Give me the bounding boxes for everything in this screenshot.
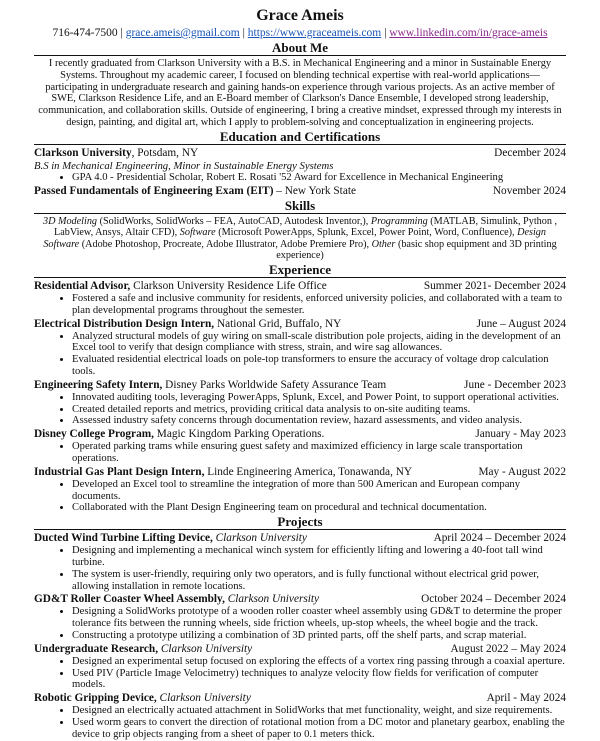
job-role: Disney College Program, [34,428,154,441]
list-item: • Evaluated residential electrical loads on pole-top transformers to ensure the accuracy of voltage drop calculation tools. [72,354,566,378]
project-organization: Clarkson University [160,642,253,655]
list-item: • Designing a SolidWorks prototype of a wooden roller coaster wheel assembly using GD&T to determine the proper tolerance fits between the running wheels, side friction wheels, up-stop wheels, the wheel bogie and the track. [72,606,566,630]
website-link[interactable]: https://www.graceameis.com [247,27,382,39]
separator: | [384,27,387,39]
experience-title [34,428,324,441]
list-item: • Designed an experimental setup focused on exploring the effects of a vortex ring passing through a coaxial aperture. [72,656,566,668]
list-item: • Analyzed structural models of guy wiring on small-scale distribution pole projects, aiding in the development of an Excel tool to verify that design compliance with stress, strain, and wire sag allowances. [72,331,566,355]
section-heading-skills: Skills [34,199,566,214]
experience-row [34,318,566,331]
project-date: October 2024 – December 2024 [421,593,566,606]
experience-list [34,280,566,514]
project-title [34,643,252,656]
education-row [34,147,566,160]
project-organization: Clarkson University [227,593,320,606]
project-row [34,593,566,606]
list-item: • Constructing a prototype utilizing a combination of 3D printed parts, off the shelf parts, and scrap material. [72,630,566,642]
skill-list: (basic shop equipment and 3D printing experience) [276,238,557,262]
project-organization: Clarkson University [159,692,251,705]
project-row [34,532,566,545]
school-name: Clarkson University [34,146,132,159]
job-bullets [34,331,566,378]
project-row [34,643,566,656]
project-bullets [34,705,566,740]
list-item: • Used worm gears to convert the direction of rotational motion from a DC motor and planetary gearbox, enabling the device to grip objects ranging from a sheet of paper to 0.1 meters thick. [72,717,566,741]
job-bullets [34,293,566,317]
job-role: Industrial Gas Plant Design Intern, [34,465,205,478]
education-bullets [34,172,566,184]
list-item: • Collaborated with the Plant Design Engineering team on procedural and technical documentation. [72,502,566,514]
resume-name: Grace Ameis [256,7,344,24]
project-bullets [34,656,566,691]
list-item: • GPA 4.0 - Presidential Scholar, Robert E. Rosati '52 Award for Excellence in Mechanical Engineering [72,172,566,184]
experience-row [34,428,566,441]
section-heading-education: Education and Certifications [34,130,566,145]
project-title [34,532,307,545]
job-role: Electrical Distribution Design Intern, [34,317,215,330]
job-organization: National Grid, Buffalo, NY [214,317,342,330]
job-organization: Linde Engineering America, Tonawanda, NY [204,465,413,478]
project-bullets [34,545,566,592]
skill-label: Other [371,238,396,250]
job-bullets [34,479,566,514]
phone-number: 716-474-7500 [52,27,118,39]
project-bullets [34,606,566,641]
contact-line [34,26,566,40]
list-item: • Designing and implementing a mechanical winch system for efficiently lifting and lowering a 40-foot tall wind turbine. [72,545,566,569]
list-item: • Fostered a safe and inclusive community for residents, enforced university policies, and collaborated with a team to plan developmental programs throughout the semester. [72,293,566,317]
skill-list: (Adobe Photoshop, Procreate, Adobe Illustrator, Adobe Premiere Pro), [79,238,372,250]
experience-row [34,466,566,479]
school-date: December 2024 [494,146,566,159]
list-item: • Designed an electrically actuated attachment in SolidWorks that met functionality, weight, and size requirements. [72,705,566,717]
project-name: Ducted Wind Turbine Lifting Device, [34,532,213,545]
job-date: Summer 2021- December 2024 [423,280,566,293]
job-organization: Disney Parks Worldwide Safety Assurance Team [162,378,387,391]
experience-title [34,280,327,293]
experience-row [34,280,566,293]
project-organization: Clarkson University [215,532,307,545]
list-item: • Developed an Excel tool to streamline the integration of more than 500 American and European company documents. [72,479,566,503]
degree-text: B.S in Mechanical Engineering, Minor in Sustainable Energy Systems [34,159,334,172]
job-date: June - December 2023 [464,378,566,391]
project-name: Robotic Gripping Device, [34,692,157,705]
skill-list: (SolidWorks, SolidWorks – FEA, AutoCAD, Autodesk Inventor,), [97,215,371,227]
list-item: • Innovated auditing tools, leveraging PowerApps, Splunk, Excel, and Power Point, to support operational activities. [72,392,566,404]
project-date: April 2024 – December 2024 [433,532,566,545]
job-bullets [34,392,566,427]
section-heading-experience: Experience [34,263,566,278]
experience-title [34,318,341,331]
school-location: , Potsdam, NY [131,146,199,159]
experience-title [34,379,386,392]
job-bullets [34,441,566,465]
skill-label: 3D Modeling [42,215,98,227]
job-role: Engineering Safety Intern, [34,378,163,391]
experience-row [34,379,566,392]
list-item: • Used PIV (Particle Image Velocimetry) techniques to analyze velocity flow fields for verification of computer models. [72,668,566,692]
list-item: • Assessed industry safety concerns through documentation review, hazard assessments, and video analysis. [72,415,566,427]
skill-label: Programming [370,215,428,227]
linkedin-link[interactable]: www.linkedin.com/in/grace-ameis [389,27,548,39]
project-date: August 2022 – May 2024 [450,642,566,655]
list-item: • Operated parking trams while ensuring guest safety and maximized efficiency in large scale transportation operations. [72,441,566,465]
skill-list: (MATLAB, Simulink, Python , LabView, Ansys, Altair CFD), [54,215,558,239]
project-name: Undergraduate Research, [34,642,159,655]
job-organization: Clarkson University Residence Life Office [130,280,327,293]
certification-location: – New York State [273,184,356,197]
job-organization: Magic Kingdom Parking Operations. [153,428,325,441]
project-date: April - May 2024 [486,692,566,705]
certification-name: Passed Fundamentals of Engineering Exam (EIT) [34,184,274,197]
list-item: • Created detailed reports and metrics, providing critical data analysis to on-site auditing teams. [72,404,566,416]
project-name: GD&T Roller Coaster Wheel Assembly, [34,593,225,606]
projects-list [34,532,566,740]
about-text: I recently graduated from Clarkson University with a B.S. in Mechanical Engineering and a minor in Sustainable Energy Systems. Throughout my academic career, I focused on blending technical expertise with real-world applications—participating in undergraduate research and gaining hands-on experience through various projects. As an active member of SWE, Clarkson Residence Life, and an E-Board member of Clarkson's Dance Ensemble, I developed strong leadership, communication, and collaboration skills. Outside of engineering, I bring a creative mindset, expressed through my interests in design, painting, and digital art, which I apply to problem-solving and conceptualization in engineering projects. [38,58,562,128]
certification-row [34,185,566,198]
section-heading-about: About Me [34,41,566,56]
project-title [34,593,319,606]
skill-list: (Microsoft PowerApps, Splunk, Excel, Power Point, Word, Confluence), [215,227,518,239]
job-date: June – August 2024 [476,317,566,330]
project-row [34,692,566,705]
email-link[interactable]: grace.ameis@gmail.com [125,27,240,39]
skill-label: Design Software [43,227,546,250]
job-date: January - May 2023 [475,428,566,441]
project-title [34,692,251,705]
job-date: May - August 2022 [478,465,566,478]
list-item: • The system is user-friendly, requiring only two operators, and is fully functional without electrical grid power, allowing installation in remote locations. [72,569,566,593]
certification-date: November 2024 [492,184,566,197]
job-role: Residential Advisor, [34,280,131,293]
separator: | [242,27,245,39]
section-heading-projects: Projects [34,515,566,530]
experience-title [34,466,412,479]
skills-text [36,216,564,262]
skill-label: Software [179,227,216,239]
separator: | [120,27,123,39]
